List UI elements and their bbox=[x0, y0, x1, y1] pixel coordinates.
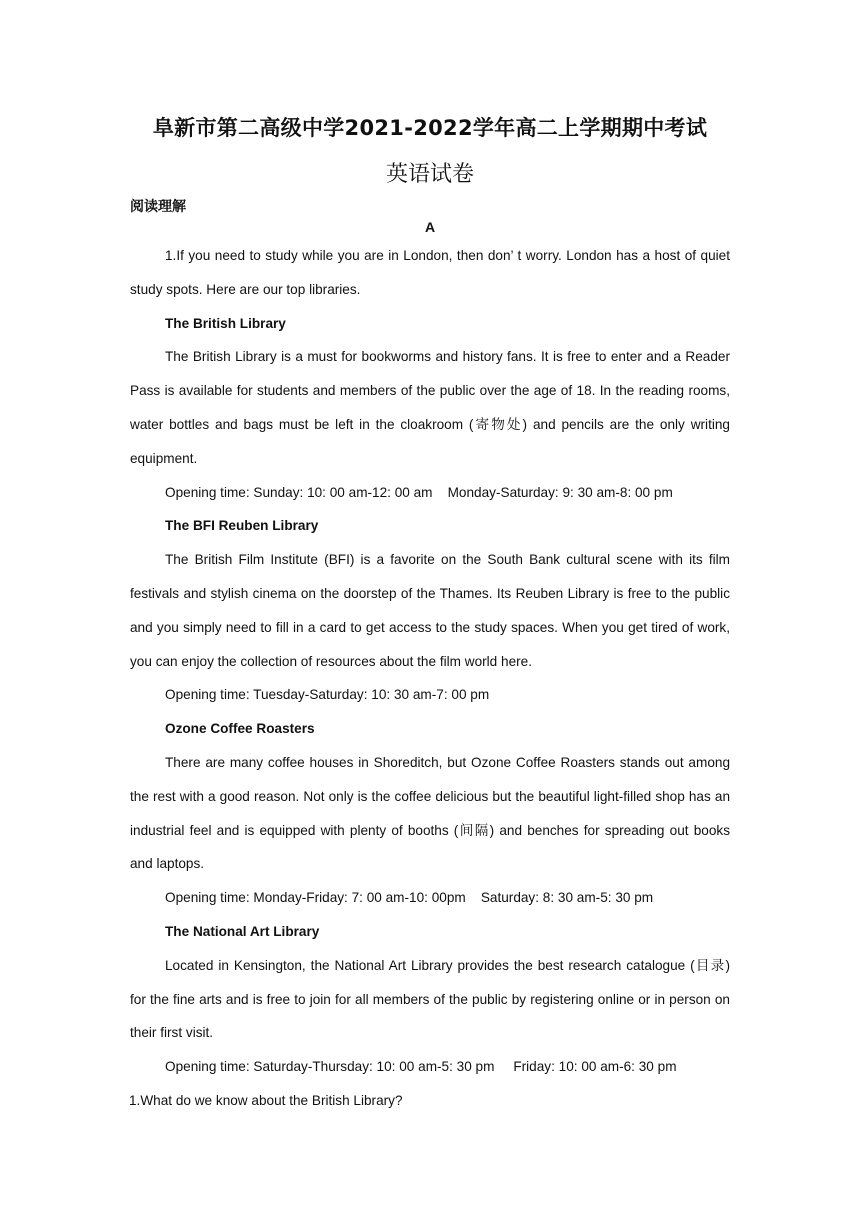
opening-hours: Opening time: Monday-Friday: 7: 00 am-10: 00pm Saturday: 8: 30 am-5: 30 pm bbox=[165, 890, 654, 906]
place-description: The British Film Institute (BFI) is a favorite on the South Bank cultural scene with its film festivals and stylish cinema on the doorstep of the Thames. Its Reuben Library is free to the public and you simply need to fill in a card to get access to the study spaces. When you get tired of work, you can enjoy the collection of resources about the film world here. bbox=[130, 552, 730, 669]
place-heading: The British Library bbox=[165, 315, 286, 331]
place-description: Located in Kensington, the National Art Library provides the best research catalogue (目录) for the fine arts and is free to join for all members of the public by registering online or in person on their first visit. bbox=[130, 957, 730, 1041]
opening-hours: Opening time: Tuesday-Saturday: 10: 30 am-7: 00 pm bbox=[165, 687, 490, 703]
place-heading: The National Art Library bbox=[165, 923, 320, 939]
passage-body bbox=[130, 239, 730, 1118]
passage-label: A bbox=[424, 219, 436, 235]
exam-title: 阜新市第二高级中学2021-2022学年高二上学期期中考试 bbox=[152, 116, 708, 140]
place-description: The British Library is a must for bookworms and history fans. It is free to enter and a Reader Pass is available for students and members of the public over the age of 18. In the reading rooms, water bottles and bags must be left in the cloakroom (寄物处) and pencils are the only writing equipment. bbox=[130, 349, 730, 466]
question-text: 1.What do we know about the British Library? bbox=[129, 1092, 403, 1108]
intro-paragraph: 1.If you need to study while you are in London, then don’ t worry. London has a host of quiet study spots. Here are our top libraries. bbox=[130, 248, 730, 297]
exam-subtitle: 英语试卷 bbox=[385, 162, 474, 187]
place-heading: The BFI Reuben Library bbox=[165, 518, 319, 534]
section-label: 阅读理解 bbox=[130, 199, 186, 215]
place-description: There are many coffee houses in Shoreditch, but Ozone Coffee Roasters stands out among the rest with a good reason. Not only is the coffee delicious but the beautiful light-filled shop has an industrial feel and is equipped with plenty of booths (间隔) and benches for spreading out books and laptops. bbox=[130, 754, 730, 872]
opening-hours: Opening time: Saturday-Thursday: 10: 00 am-5: 30 pm Friday: 10: 00 am-6: 30 pm bbox=[165, 1059, 677, 1075]
opening-hours: Opening time: Sunday: 10: 00 am-12: 00 am Monday-Saturday: 9: 30 am-8: 00 pm bbox=[165, 484, 673, 500]
place-heading: Ozone Coffee Roasters bbox=[165, 721, 315, 737]
